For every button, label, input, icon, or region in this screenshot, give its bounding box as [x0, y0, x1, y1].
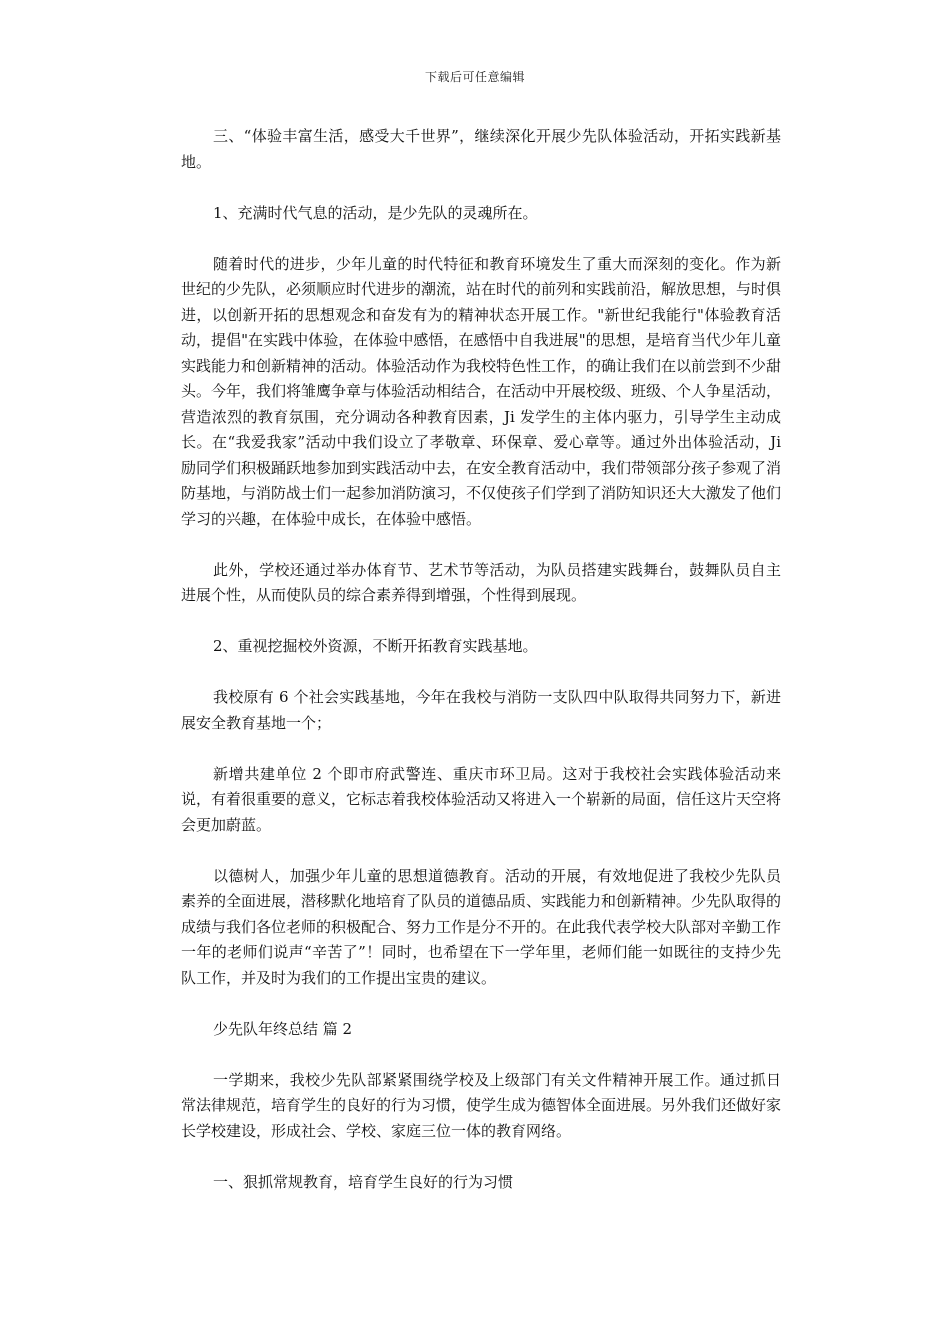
subheading-one: 1、充满时代气息的活动，是少先队的灵魂所在。: [213, 203, 538, 222]
paragraph-experience-activities: 随着时代的进步，少年儿童的时代特征和教育环境发生了重大而深刻的变化。作为新世纪的少先队，必须顺应时代进步的潮流，站在时代的前列和实践前沿，解放思想，与时俱进，以创新开拓的思想观念和奋发有为的精神状态开展工作。"新世纪我能行"体验教育活动，提倡"在实践中体验，在体验中感悟，在感悟中自我进展"的思想，是培育当代少年儿童实践能力和创新精神的活动。体验活动作为我校特色性工作，的确让我们在以前尝到不少甜头。今年，我们将雏鹰争章与体验活动相结合，在活动中开展校级、班级、个人争星活动，营造浓烈的教育氛围，充分调动各种教育因素，Ji 发学生的主体内驱力，引导学生主动成长。在“我爱我家”活动中我们设立了孝敬章、环保章、爱心章等。通过外出体验活动，Ji 励同学们积极踊跃地参加到实践活动中去，在安全教育活动中，我们带领部分孩子参观了消防基地，与消防战士们一起参加消防演习，不仅使孩子们学到了消防知识还大大激发了他们学习的兴趣，在体验中成长，在体验中感悟。: [181, 254, 782, 528]
section-heading-three: 三、“体验丰富生活，感受大千世界”，继续深化开展少先队体验活动，开拓实践新基地。: [181, 127, 781, 171]
paragraph-festivals: 此外，学校还通过举办体育节、艺术节等活动，为队员搭建实践舞台，鼓舞队员自主进展个性，从而使队员的综合素养得到增强，个性得到展现。: [181, 560, 781, 604]
paragraph-moral-education: 以德树人，加强少年儿童的思想道德教育。活动的开展，有效地促进了我校少先队员素养的全面进展，潜移默化地培育了队员的道德品质、实践能力和创新精神。少先队取得的成绩与我们各位老师的积极配合、努力工作是分不开的。在此我代表学校大队部对辛勤工作一年的老师们说声“辛苦了”！同时，也希望在下一学年里，老师们能一如既往的支持少先队工作，并及时为我们的工作提出宝贵的建议。: [181, 866, 782, 987]
section-title-part-two: 少先队年终总结 篇 2: [213, 1019, 353, 1038]
paragraph-new-partners: 新增共建单位 2 个即市府武警连、重庆市环卫局。这对于我校社会实践体验活动来说，有着很重要的意义，它标志着我校体验活动又将进入一个崭新的局面，信任这片天空将会更加蔚蓝。: [181, 764, 782, 834]
section-heading-one: 一、狠抓常规教育，培育学生良好的行为习惯: [213, 1172, 514, 1191]
paragraph-practice-bases: 我校原有 6 个社会实践基地，今年在我校与消防一支队四中队取得共同努力下，新进展安全教育基地一个；: [181, 688, 781, 732]
document-body: [181, 124, 781, 1221]
header-note: 下载后可任意编辑: [424, 70, 525, 84]
subheading-two: 2、重视挖掘校外资源，不断开拓教育实践基地。: [213, 637, 538, 655]
paragraph-semester-summary: 一学期来，我校少先队部紧紧围绕学校及上级部门有关文件精神开展工作。通过抓日常法律规范，培育学生的良好的行为习惯，使学生成为德智体全面进展。另外我们还做好家长学校建设，形成社会、学校、家庭三位一体的教育网络。: [181, 1070, 782, 1140]
